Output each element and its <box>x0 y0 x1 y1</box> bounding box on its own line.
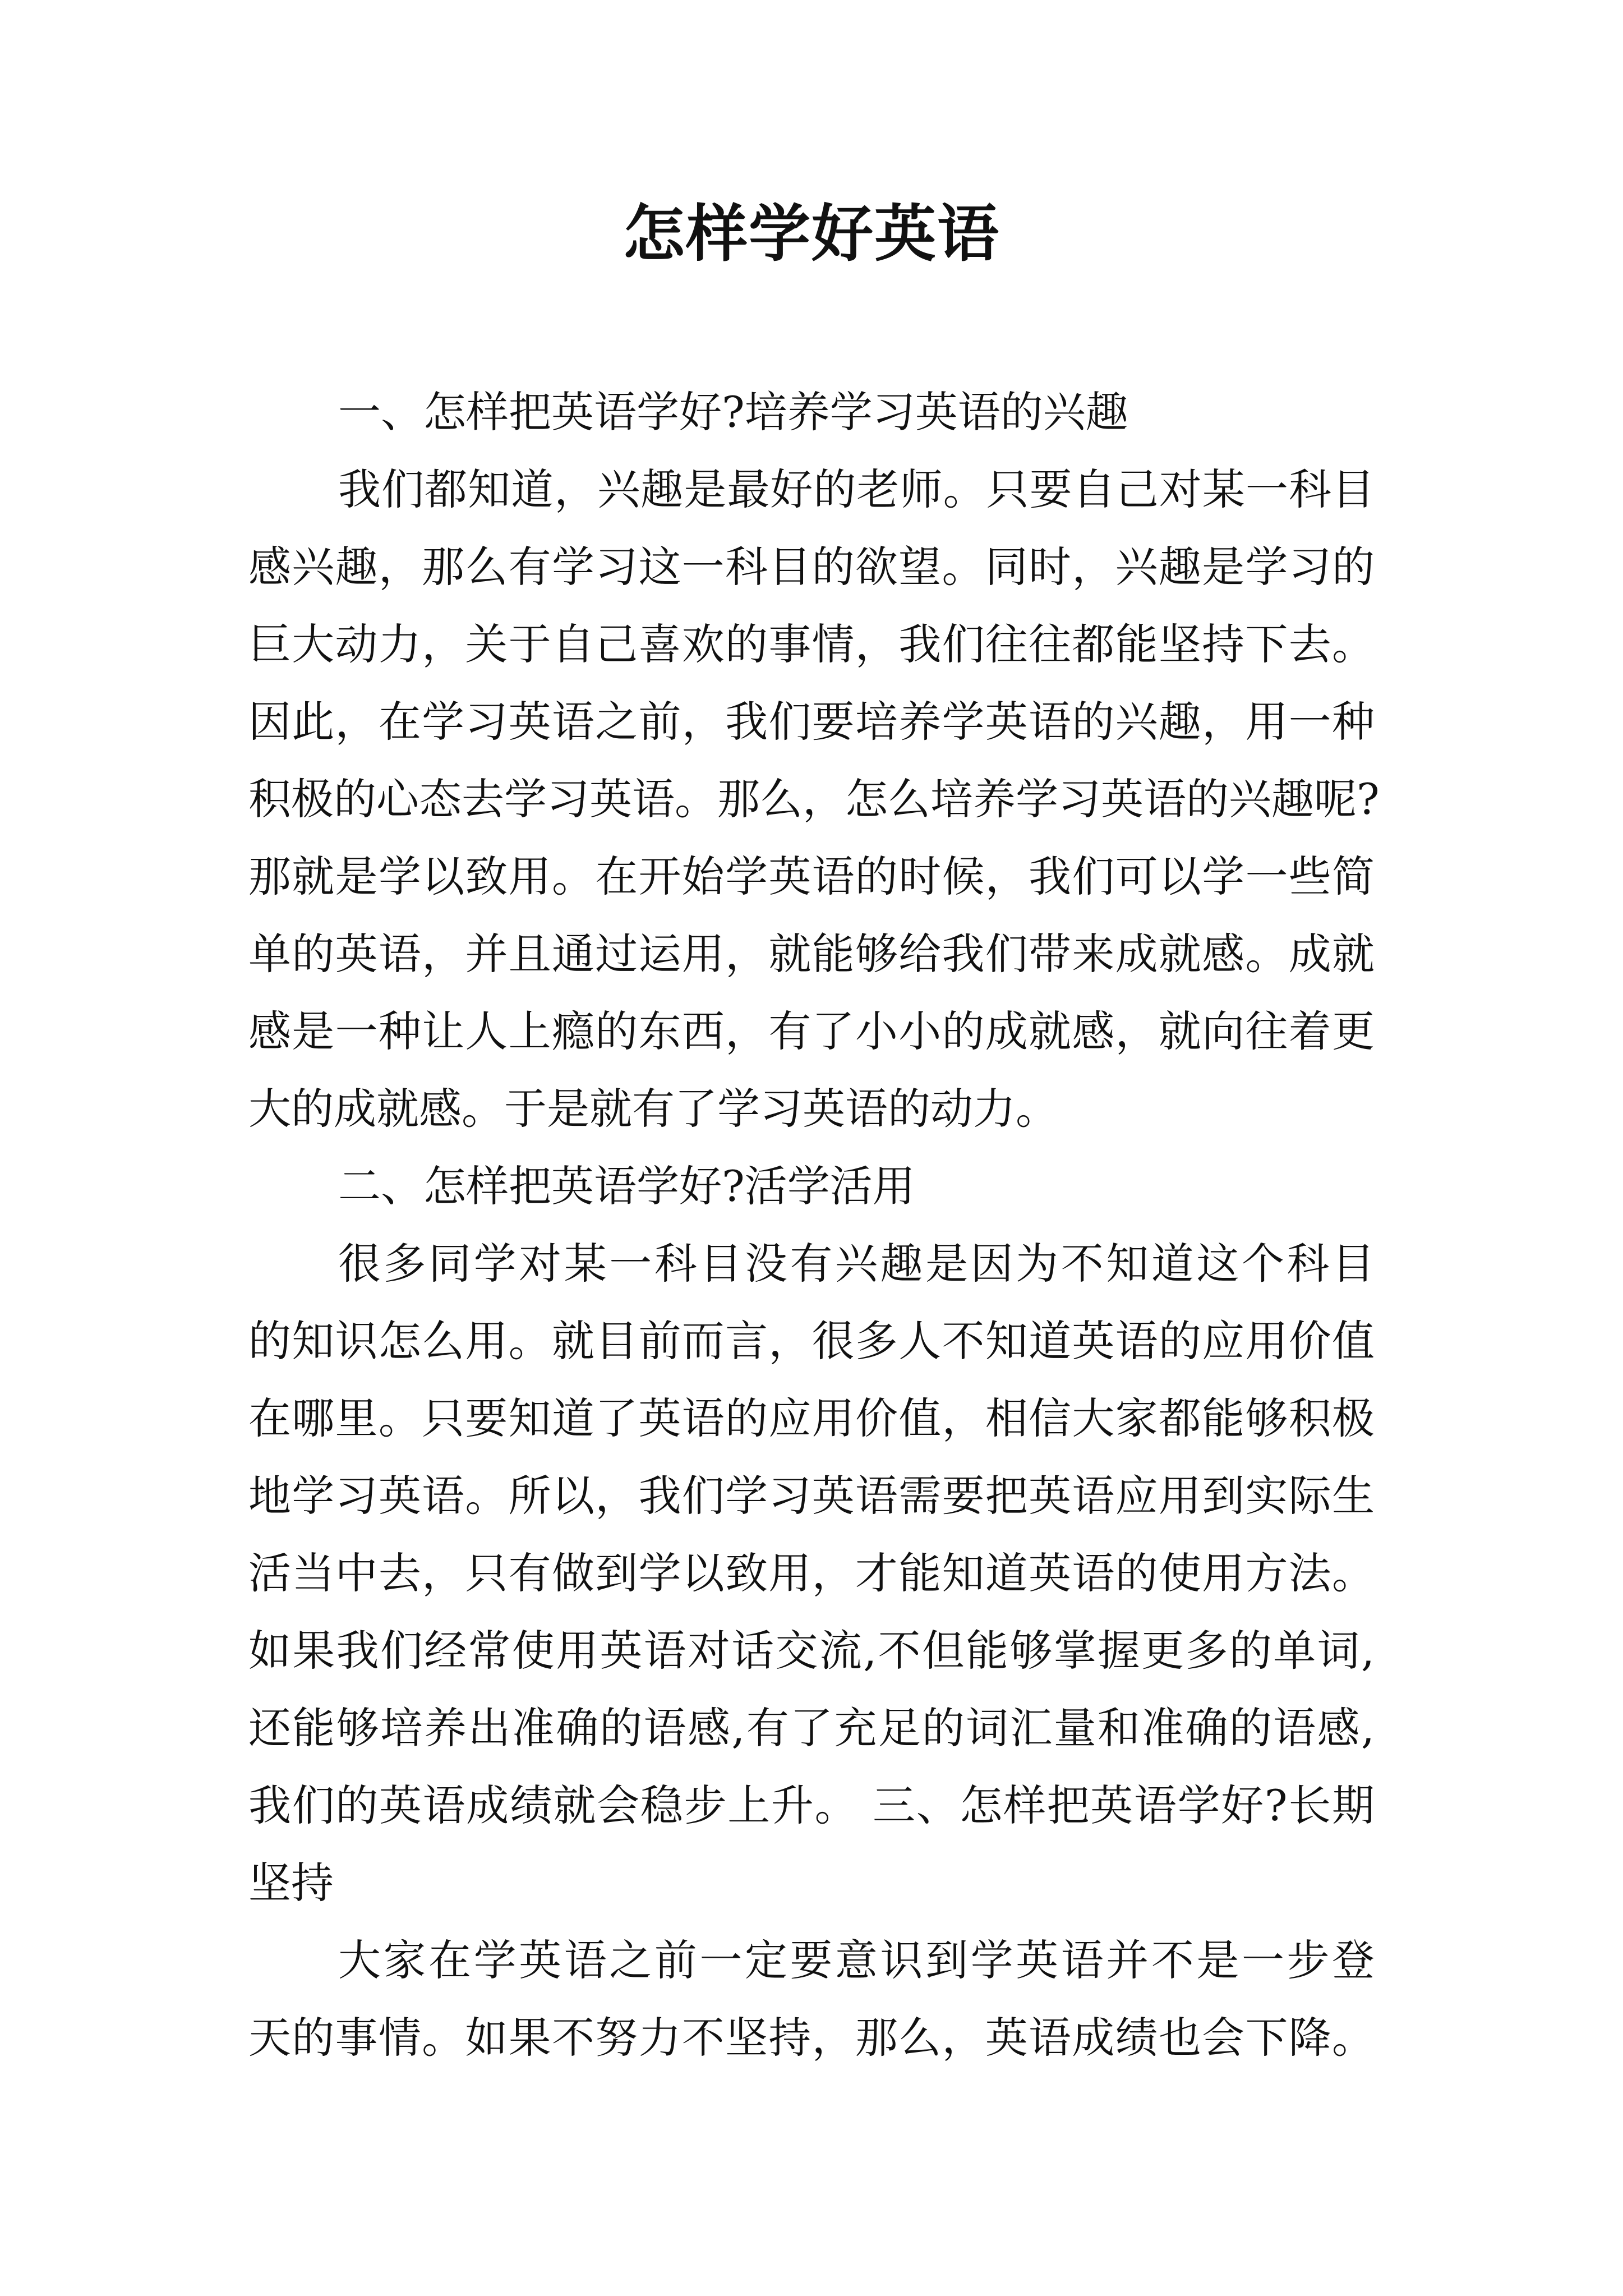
paragraph-line: 一、怎样把英语学好?培养学习英语的兴趣 <box>338 387 1128 437</box>
paragraph-line: 在哪里。只要知道了英语的应用价值，相信大家都能够积极 <box>248 1393 1375 1443</box>
paragraph-line: 很多同学对某一科目没有兴趣是因为不知道这个科目 <box>338 1239 1375 1289</box>
paragraph-line: 那就是学以致用。在开始学英语的时候，我们可以学一些简 <box>248 852 1375 901</box>
paragraph-line: 坚持 <box>248 1858 334 1908</box>
paragraph-line: 还能够培养出准确的语感,有了充足的词汇量和准确的语感, <box>248 1703 1375 1753</box>
paragraph-line: 单的英语，并且通过运用，就能够给我们带来成就感。成就 <box>248 929 1375 979</box>
document-title: 怎样学好英语 <box>623 197 1000 270</box>
paragraph-line: 积极的心态去学习英语。那么，怎么培养学习英语的兴趣呢? <box>248 774 1380 824</box>
paragraph-line: 大的成就感。于是就有了学习英语的动力。 <box>248 1084 1058 1134</box>
paragraph-line: 的知识怎么用。就目前而言，很多人不知道英语的应用价值 <box>248 1316 1375 1366</box>
paragraph-line: 地学习英语。所以，我们学习英语需要把英语应用到实际生 <box>248 1471 1375 1521</box>
paragraph-line: 天的事情。如果不努力不坚持，那么，英语成绩也会下降。 <box>248 2013 1375 2063</box>
paragraph-1 <box>248 451 1380 1148</box>
document-body <box>248 374 1380 2077</box>
paragraph-line: 我们都知道，兴趣是最好的老师。只要自己对某一科目 <box>338 464 1375 514</box>
paragraph-line: 因此，在学习英语之前，我们要培养学英语的兴趣，用一种 <box>248 697 1375 747</box>
paragraph-line: 二、怎样把英语学好?活学活用 <box>338 1161 915 1211</box>
paragraph-line: 大家在学英语之前一定要意识到学英语并不是一步登 <box>338 1935 1375 1985</box>
paragraph-3 <box>248 1922 1375 2077</box>
paragraph-line: 我们的英语成绩就会稳步上升。 三、怎样把英语学好?长期 <box>248 1780 1375 1830</box>
paragraph-line: 如果我们经常使用英语对话交流,不但能够掌握更多的单词, <box>248 1626 1375 1676</box>
paragraph-2 <box>248 1225 1375 1922</box>
paragraph-heading-2 <box>248 1148 1375 1225</box>
paragraph-heading-1 <box>248 374 1375 451</box>
paragraph-line: 感是一种让人上瘾的东西，有了小小的成就感，就向往着更 <box>248 1006 1375 1056</box>
paragraph-line: 活当中去，只有做到学以致用，才能知道英语的使用方法。 <box>248 1548 1375 1598</box>
paragraph-line: 巨大动力，关于自己喜欢的事情，我们往往都能坚持下去。 <box>248 619 1375 669</box>
paragraph-line: 感兴趣，那么有学习这一科目的欲望。同时，兴趣是学习的 <box>248 542 1375 592</box>
